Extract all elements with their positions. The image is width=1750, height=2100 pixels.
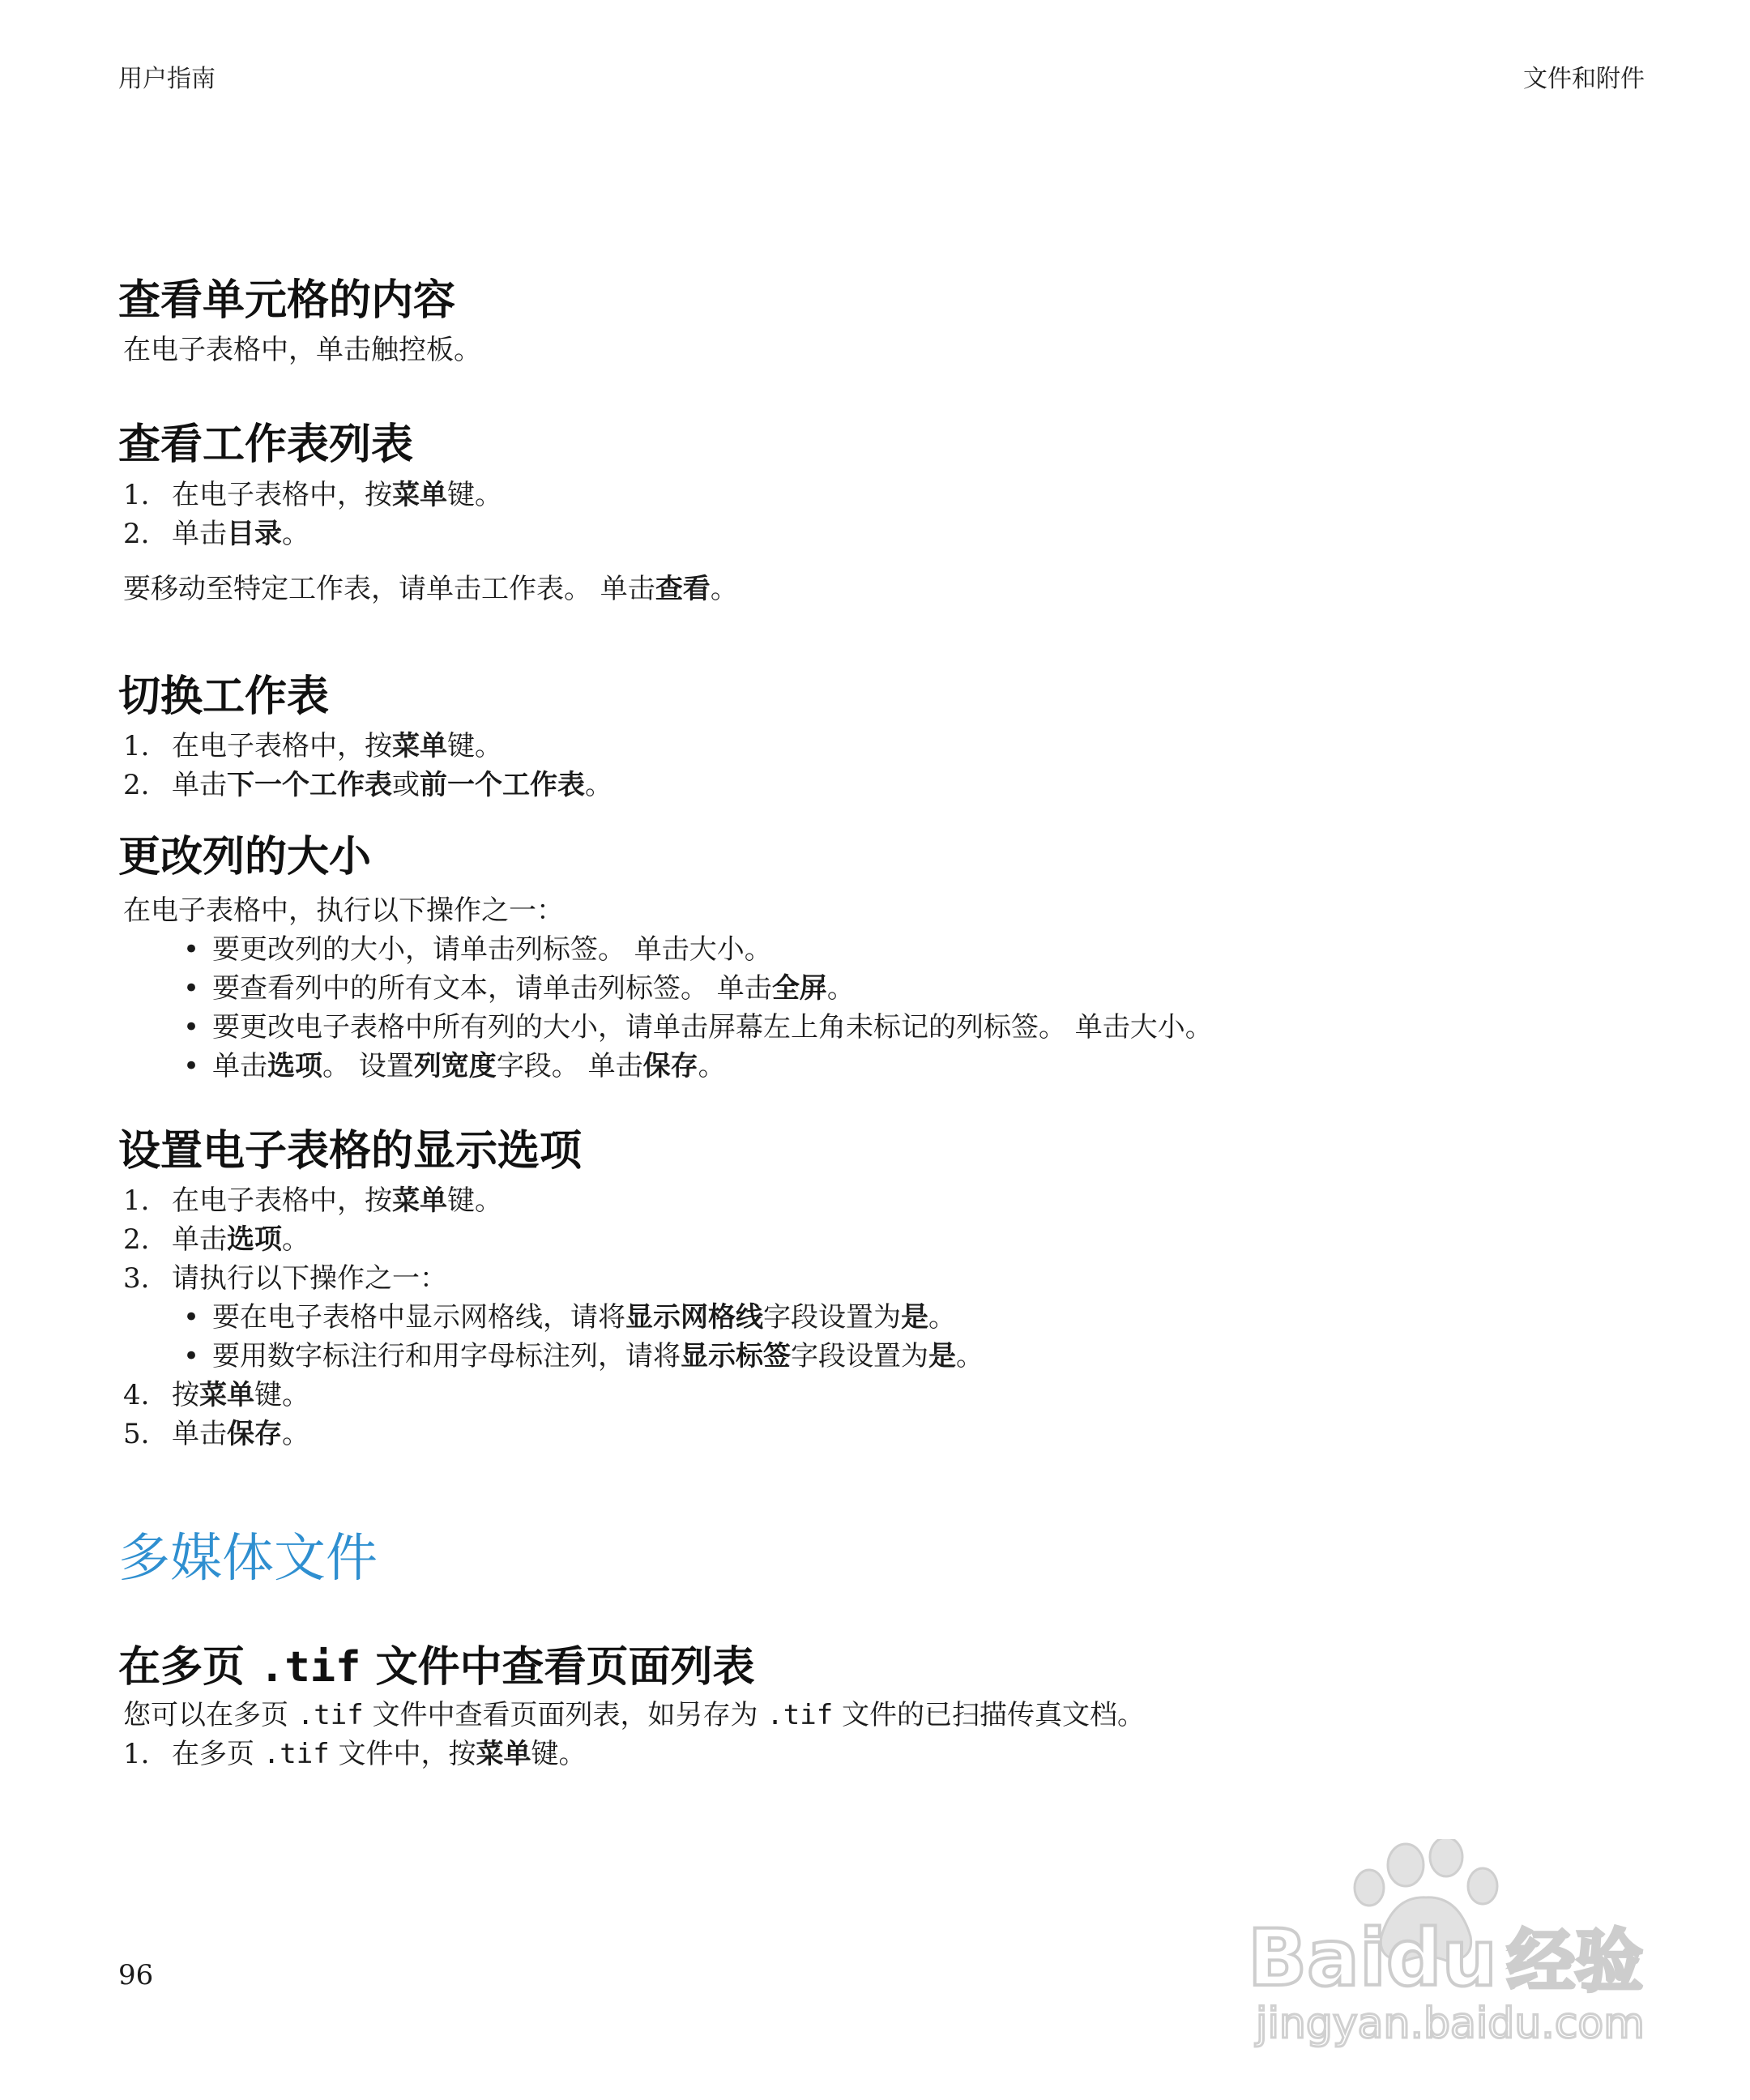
bullet-dot: •	[183, 1010, 200, 1044]
watermark-brand-cn: 经验	[1507, 1922, 1644, 2001]
intro-resize-column: 在电子表格中，执行以下操作之一：	[123, 894, 564, 927]
ui-term: 显示标签	[681, 1339, 791, 1372]
note-text: 要移动至特定工作表，请单击工作表。 单击	[123, 572, 655, 605]
bullet-dot: •	[183, 1049, 200, 1082]
running-header-right: 文件和附件	[1523, 65, 1645, 93]
bullet-text: 。	[826, 971, 855, 1005]
steps-display-options	[118, 1181, 1641, 1298]
inline-code: .tif	[262, 1738, 330, 1771]
bullet-text: 字段设置为	[791, 1339, 928, 1372]
bullet-text: 。	[956, 1339, 984, 1372]
bullet-text: 单击	[212, 1049, 267, 1082]
step-text: 在电子表格中，按	[172, 730, 392, 763]
step-number: 2.	[123, 769, 150, 802]
bullet-text: 要更改电子表格中所有列的大小，请单击屏幕左上角未标记的列标签。 单击大小。	[212, 1010, 1213, 1044]
step-text: 在多页	[172, 1738, 263, 1771]
step-number: 2.	[123, 1223, 150, 1256]
ui-term: 菜单	[392, 1184, 447, 1217]
list-item	[118, 1220, 1641, 1259]
list-item	[175, 930, 1641, 969]
steps-tif-page-list	[118, 1735, 1641, 1773]
list-item	[118, 1415, 1641, 1453]
step-number: 3.	[123, 1261, 150, 1295]
bullet-text: 字段。 单击	[496, 1049, 643, 1082]
step-text: 文件中，按	[329, 1738, 476, 1771]
bullet-text: 字段设置为	[763, 1300, 901, 1334]
ui-term: 下一个工作表	[227, 769, 392, 802]
step-text: 键。	[447, 478, 502, 511]
step-number: 4.	[123, 1378, 150, 1411]
section-title-resize-column: 更改列的大小	[118, 833, 372, 882]
body-text: 您可以在多页	[123, 1699, 297, 1732]
bullet-text: 要在电子表格中显示网格线，请将	[212, 1300, 625, 1334]
ui-term: 目录	[227, 517, 282, 550]
bullets-display-options	[118, 1298, 1641, 1376]
section-title-view-cell: 查看单元格的内容	[118, 276, 456, 325]
ui-term: 是	[928, 1339, 956, 1372]
bullet-dot: •	[183, 933, 200, 966]
inline-code: .tif	[297, 1699, 364, 1732]
ui-term: 菜单	[392, 478, 447, 511]
step-text: 请执行以下操作之一：	[172, 1261, 447, 1295]
ui-term: 选项	[227, 1223, 282, 1256]
body-text: 文件的已扫描传真文档。	[833, 1699, 1146, 1732]
bullets-resize-column	[118, 930, 1641, 1086]
note-text: 。	[710, 572, 738, 605]
page-number: 96	[118, 1959, 154, 1991]
list-item	[175, 1298, 1641, 1337]
page-content	[118, 275, 1641, 1773]
step-text: 键。	[447, 1184, 502, 1217]
step-text: 单击	[172, 769, 227, 802]
step-text: 单击	[172, 517, 227, 550]
list-item	[118, 727, 1641, 766]
ui-term: 菜单	[476, 1738, 531, 1771]
step-number: 1.	[123, 730, 150, 763]
watermark-url: jingyan.baidu.com	[1256, 2000, 1645, 2048]
bullet-text: 要更改列的大小，请单击列标签。 单击大小。	[212, 933, 772, 966]
ui-term: 列宽度	[413, 1049, 497, 1082]
bullet-dot: •	[183, 971, 200, 1005]
step-text: 在电子表格中，按	[172, 1184, 392, 1217]
title-text: 文件中查看页面列表	[361, 1642, 755, 1692]
ui-term: 菜单	[199, 1378, 254, 1411]
list-item	[118, 1259, 1641, 1298]
title-code: .tif	[259, 1642, 361, 1692]
steps-display-options-continued	[118, 1376, 1641, 1453]
list-item	[118, 1376, 1641, 1415]
bullet-dot: •	[183, 1300, 200, 1334]
baidu-jingyan-watermark	[1240, 1839, 1677, 2050]
steps-sheet-list	[118, 476, 1641, 553]
ui-term: 全屏	[771, 971, 827, 1005]
inline-code: .tif	[766, 1699, 834, 1732]
step-text: 键。	[254, 1378, 309, 1411]
list-item	[118, 476, 1641, 514]
list-item	[118, 514, 1641, 553]
step-text: 。	[282, 517, 309, 550]
ui-term: 保存	[227, 1417, 282, 1450]
ui-term: 选项	[267, 1049, 322, 1082]
bullet-text: 。	[928, 1300, 956, 1334]
list-item	[118, 766, 1641, 805]
section-title-switch-sheet: 切换工作表	[118, 672, 330, 721]
bullet-text: 。	[698, 1049, 726, 1082]
list-item	[118, 1181, 1641, 1220]
bullet-dot: •	[183, 1339, 200, 1372]
running-header-left: 用户指南	[118, 65, 216, 93]
ui-term: 是	[901, 1300, 928, 1334]
paragraph-view-cell: 在电子表格中，单击触控板。	[123, 334, 481, 367]
step-number: 1.	[123, 478, 150, 511]
section-title-display-options: 设置电子表格的显示选项	[118, 1126, 583, 1176]
list-item	[175, 1337, 1641, 1376]
ui-term: 显示网格线	[625, 1300, 763, 1334]
paragraph-tif-page-list	[118, 1696, 1641, 1735]
ui-term: 前一个工作表	[420, 769, 585, 802]
step-text: 按	[172, 1378, 199, 1411]
bullet-text: 要用数字标注行和用字母标注列，请将	[212, 1339, 681, 1372]
step-number: 1.	[123, 1738, 150, 1771]
step-number: 2.	[123, 517, 150, 550]
step-text: 键。	[531, 1738, 587, 1771]
step-text: 键。	[447, 730, 502, 763]
title-text: 在多页	[118, 1642, 260, 1692]
bullet-text: 。 设置	[322, 1049, 414, 1082]
list-item	[118, 1735, 1641, 1773]
steps-switch-sheet	[118, 727, 1641, 805]
step-text: 。	[282, 1223, 309, 1256]
note-sheet-list	[118, 570, 1641, 608]
list-item	[175, 1008, 1641, 1047]
step-text: 在电子表格中，按	[172, 478, 392, 511]
step-text: 单击	[172, 1223, 227, 1256]
watermark-brand: Baidu	[1248, 1913, 1497, 2004]
step-text: 。	[282, 1417, 309, 1450]
step-number: 1.	[123, 1184, 150, 1217]
section-title-tif-page-list	[118, 1642, 1641, 1692]
step-number: 5.	[123, 1417, 150, 1450]
step-text: 。	[585, 769, 612, 802]
bullet-text: 要查看列中的所有文本，请单击列标签。 单击	[212, 971, 772, 1005]
step-text: 单击	[172, 1417, 227, 1450]
chapter-title-media-files: 多媒体文件	[118, 1528, 378, 1589]
ui-term: 菜单	[392, 730, 447, 763]
list-item	[175, 969, 1641, 1008]
ui-term: 查看	[655, 572, 711, 605]
body-text: 文件中查看页面列表，如另存为	[363, 1699, 767, 1732]
section-title-sheet-list: 查看工作表列表	[118, 420, 414, 470]
ui-term: 保存	[642, 1049, 698, 1082]
step-text: 或	[392, 769, 420, 802]
list-item	[175, 1047, 1641, 1086]
